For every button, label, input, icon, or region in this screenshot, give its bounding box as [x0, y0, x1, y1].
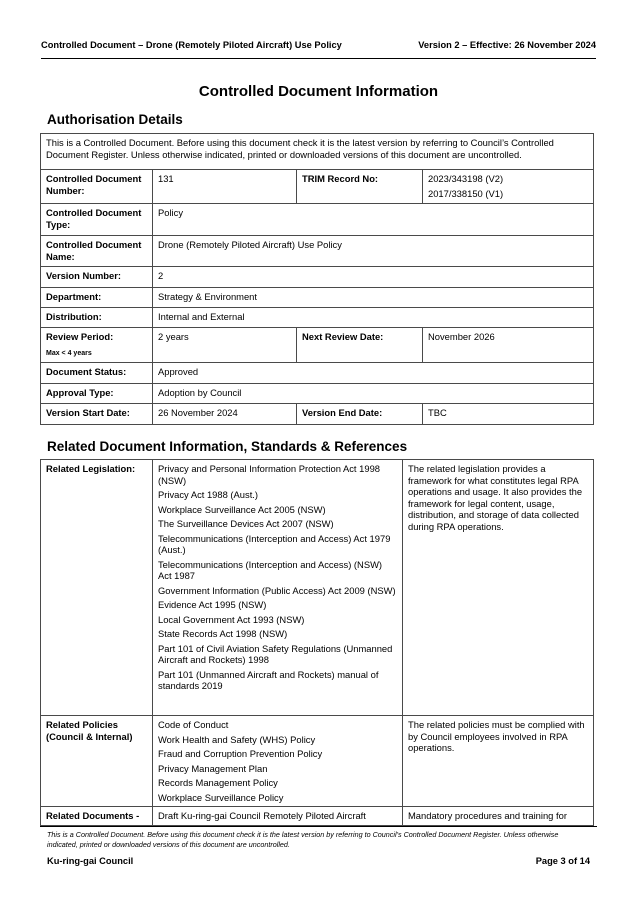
authorisation-table [40, 133, 594, 425]
policy-item: Work Health and Safety (WHS) Policy [158, 733, 316, 745]
trim-label: TRIM Record No: [297, 170, 423, 204]
related-documents-first: Draft Ku-ring-gai Council Remotely Piloted Aircraft [153, 807, 403, 826]
controlled-document-notice: This is a Controlled Document. Before using this document check it is the latest version by referring to Council’s Controlled Document Register. Unless otherwise indicated, printed or downloaded versions of this document are uncontrolled. [41, 134, 594, 170]
related-heading: Related Document Information, Standards & References [47, 439, 408, 454]
version-end-label: Version End Date: [297, 404, 423, 425]
legislation-item: Privacy Act 1988 (Aust.) [158, 489, 259, 500]
policy-item: Fraud and Corruption Prevention Policy [158, 748, 323, 759]
legislation-item: The Surveillance Devices Act 2007 (NSW) [158, 518, 334, 529]
status-value: Approved [153, 363, 594, 384]
status-label: Document Status: [41, 363, 153, 384]
version-number-value: 2 [153, 267, 594, 288]
version-end-value: TBC [423, 404, 594, 425]
doc-name-label: Controlled Document Name: [41, 236, 153, 267]
trim-value: 2023/343198 (V2) [428, 173, 504, 184]
page-header [41, 40, 596, 54]
related-policies-label: Related Policies (Council & Internal) [41, 716, 153, 807]
next-review-value: November 2026 [423, 328, 594, 363]
related-legislation-note: The related legislation provides a framework for what constitutes legal RPA operations and usage. It also provides the framework for legal content, usage, distribution, and storage of data collected during RPA operations. [403, 460, 594, 716]
authorisation-heading: Authorisation Details [47, 112, 183, 127]
page-footer [47, 856, 590, 866]
related-policies-note: The related policies must be complied with by Council employees involved in RPA operations. [403, 716, 594, 807]
distribution-label: Distribution: [41, 308, 153, 328]
related-documents-note: Mandatory procedures and training for [403, 807, 594, 826]
department-value: Strategy & Environment [153, 288, 594, 308]
trim-value: 2017/338150 (V1) [428, 187, 504, 199]
legislation-item: Part 101 of Civil Aviation Safety Regulations (Unmanned Aircraft and Rockets) 1998 [158, 642, 393, 665]
footer-organisation: Ku-ring-gai Council [47, 856, 134, 866]
next-review-label: Next Review Date: [297, 328, 423, 363]
legislation-item: Part 101 (Unmanned Aircraft and Rockets) manual of standards 2019 [158, 668, 379, 691]
header-divider [41, 58, 596, 59]
legislation-item: Privacy and Personal Information Protection Act 1998 (NSW) [158, 463, 380, 486]
footer-footnote: This is a Controlled Document. Before using this document check it is the latest version by referring to Council’s Controlled Document Register. Unless otherwise indicated, printed or downloaded versions of this document are uncontrolled. [47, 830, 559, 849]
related-documents-label: Related Documents - [41, 807, 153, 826]
page-title: Controlled Document Information [198, 83, 439, 100]
review-period-max: Max < 4 years [46, 349, 92, 357]
doc-name-value: Drone (Remotely Piloted Aircraft) Use Policy [153, 236, 594, 267]
legislation-item: Telecommunications (Interception and Access) Act 1979 (Aust.) [158, 532, 391, 555]
policy-item: Code of Conduct [158, 719, 229, 730]
review-period-value: 2 years [153, 328, 297, 363]
header-document-title: Controlled Document – Drone (Remotely Piloted Aircraft) Use Policy [41, 40, 342, 50]
footer-page-number: Page 3 of 14 [535, 856, 590, 866]
approval-type-value: Adoption by Council [153, 384, 594, 404]
version-number-label: Version Number: [41, 267, 153, 288]
legislation-item: Workplace Surveillance Act 2005 (NSW) [158, 503, 326, 515]
legislation-item: Government Information (Public Access) Act 2009 (NSW) [158, 584, 396, 596]
legislation-item: State Records Act 1998 (NSW) [158, 628, 288, 639]
legislation-item: Local Government Act 1993 (NSW) [158, 613, 305, 625]
policy-item: Privacy Management Plan [158, 762, 268, 774]
doc-type-value: Policy [153, 204, 594, 236]
policy-item: Records Management Policy [158, 777, 278, 788]
trim-values [423, 170, 594, 204]
doc-number-value: 131 [153, 170, 297, 204]
department-label: Department: [41, 288, 153, 308]
approval-type-label: Approval Type: [41, 384, 153, 404]
related-table [40, 459, 594, 826]
header-version: Version 2 – Effective: 26 November 2024 [418, 40, 596, 50]
related-policies-list [153, 716, 403, 807]
legislation-item: Evidence Act 1995 (NSW) [158, 599, 267, 610]
review-period-label-text: Review Period: [46, 331, 114, 342]
version-start-value: 26 November 2024 [153, 404, 297, 425]
doc-number-label: Controlled Document Number: [41, 170, 153, 204]
policy-item: Workplace Surveillance Policy [158, 791, 284, 803]
footer-divider [40, 826, 597, 827]
related-legislation-label: Related Legislation: [41, 460, 153, 716]
version-start-label: Version Start Date: [41, 404, 153, 425]
legislation-item: Telecommunications (Interception and Access) (NSW) Act 1987 [158, 558, 383, 581]
related-legislation-list [153, 460, 403, 716]
distribution-value: Internal and External [153, 308, 594, 328]
doc-type-label: Controlled Document Type: [41, 204, 153, 236]
review-period-label [41, 328, 153, 363]
